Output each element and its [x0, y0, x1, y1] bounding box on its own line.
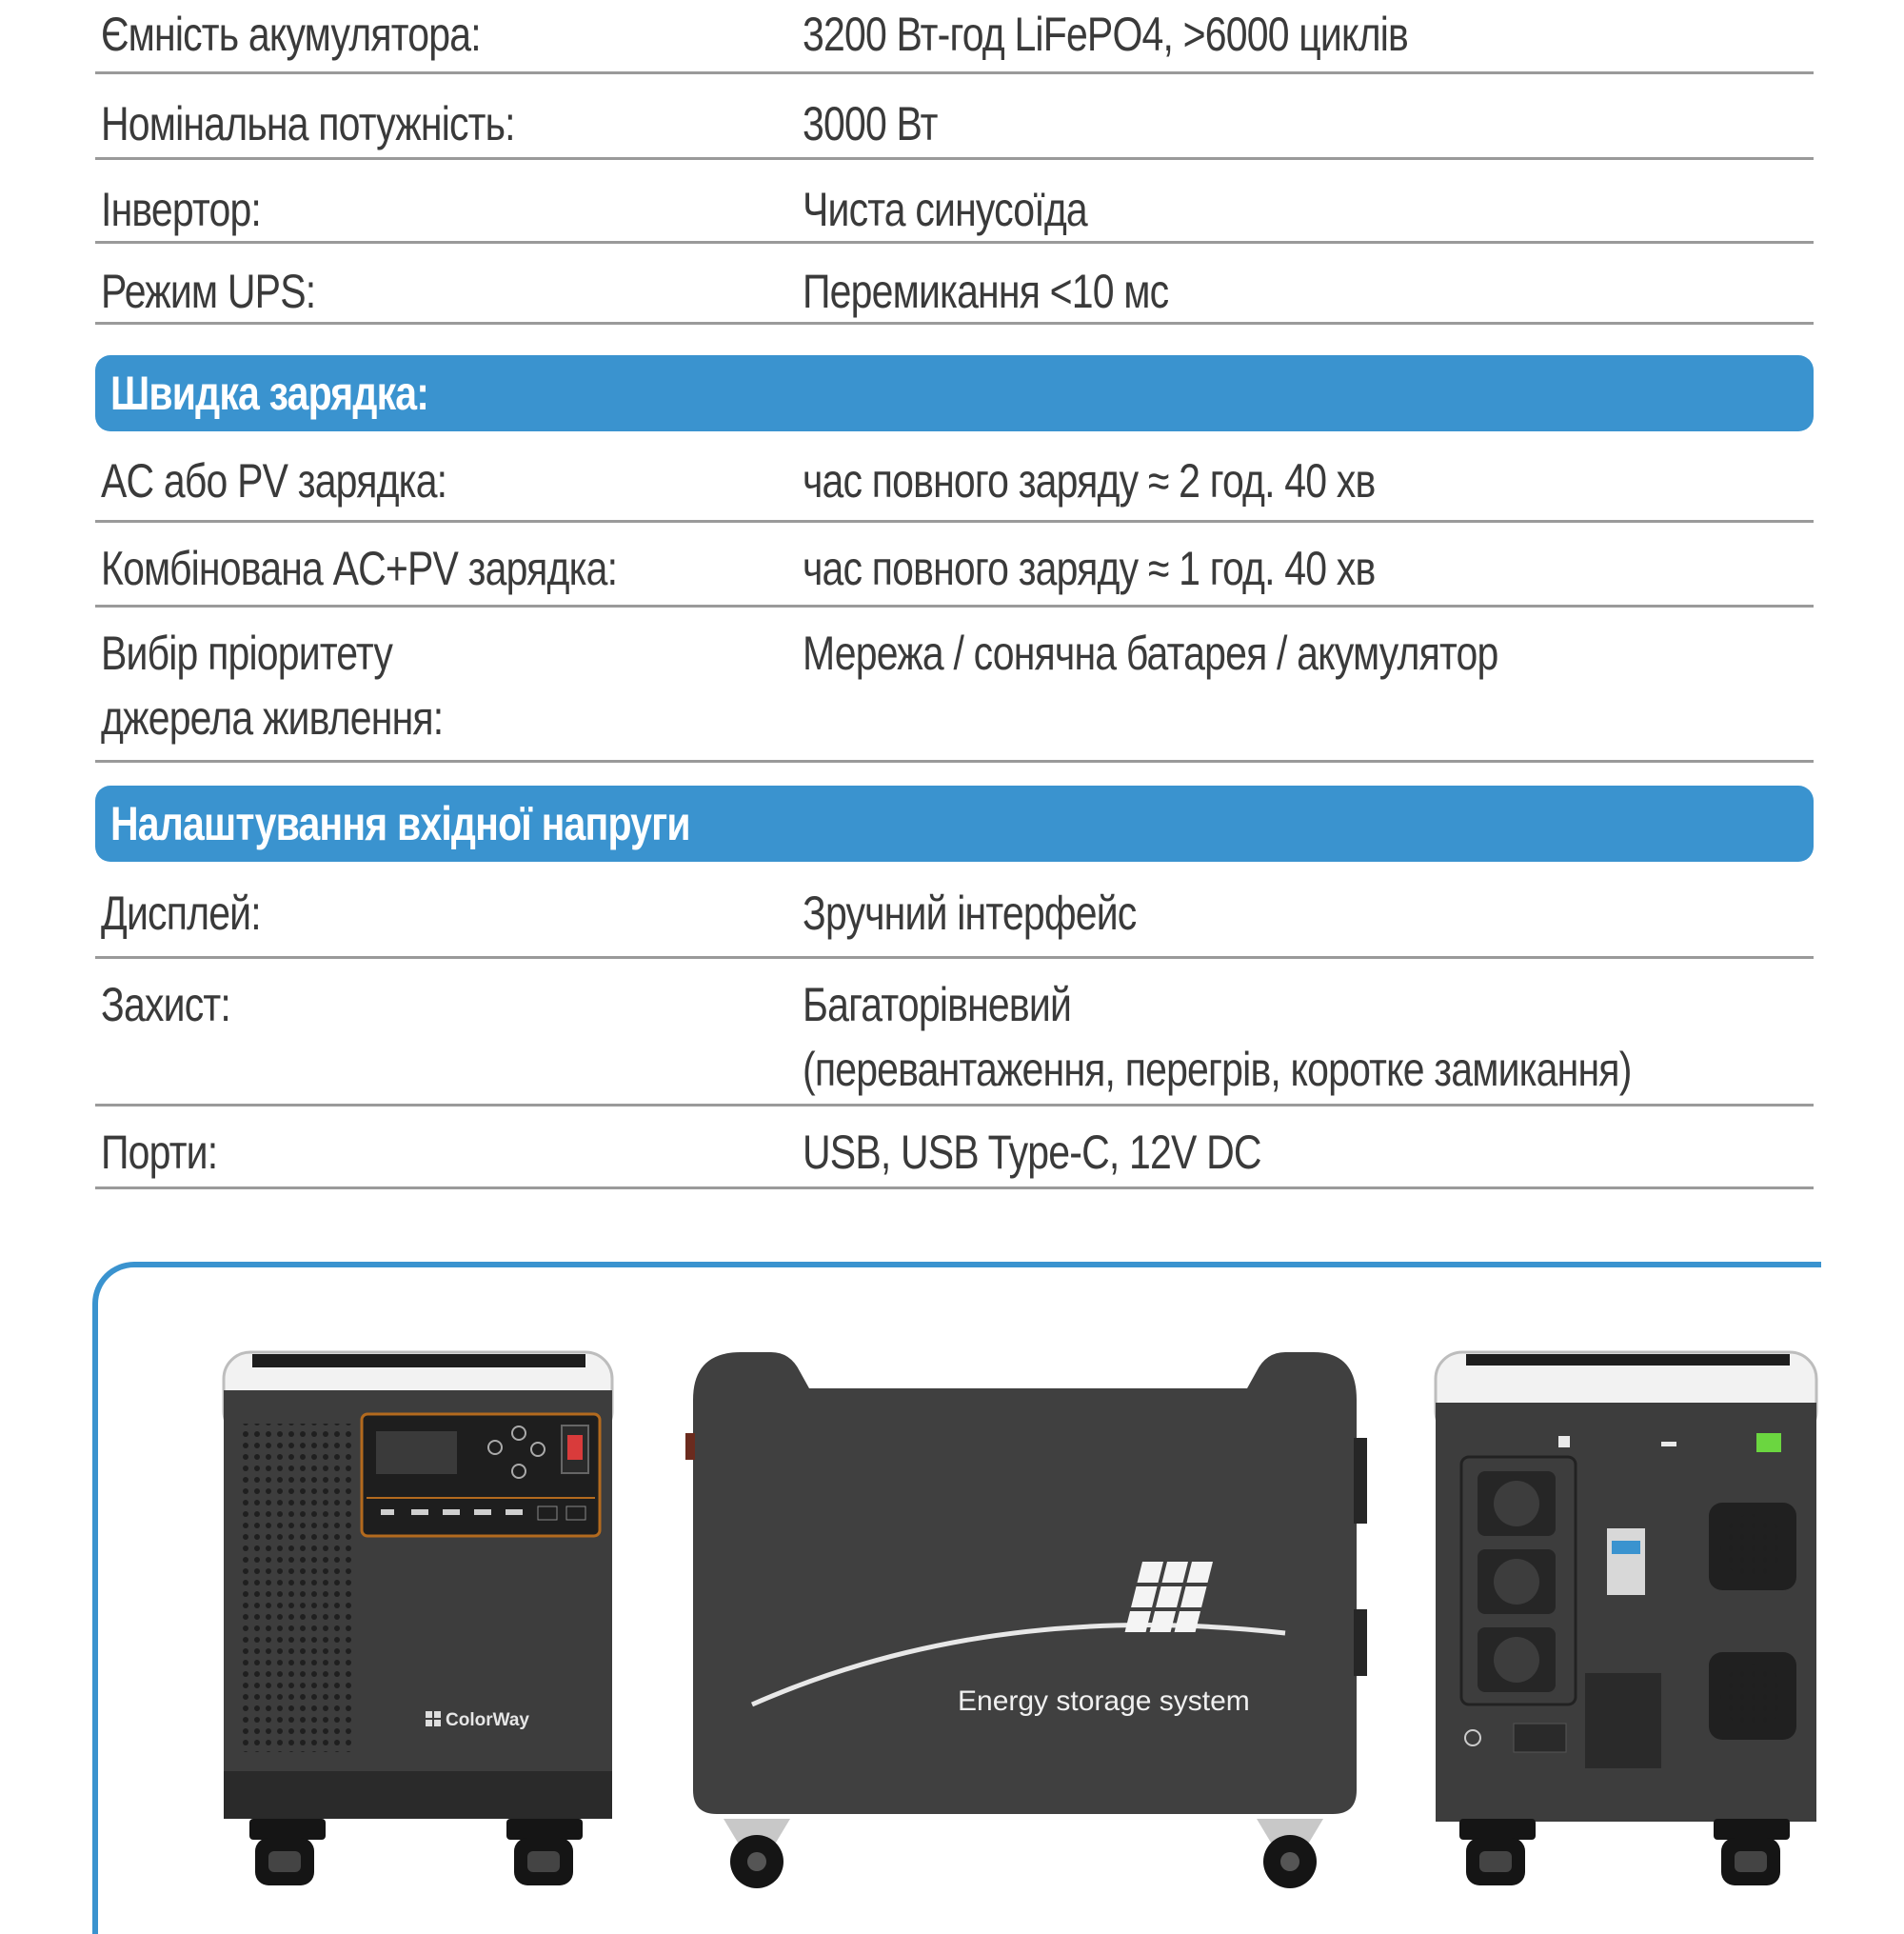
spec-value: Чиста синусоїда — [803, 183, 1087, 236]
wheels — [1459, 1819, 1790, 1885]
side-label: Energy storage system — [958, 1685, 1250, 1717]
spec-key: Режим UPS: — [101, 265, 316, 318]
spec-key: Порти: — [101, 1126, 218, 1179]
spec-value-line1: Багаторівневий — [803, 978, 1072, 1031]
brand-text: ColorWay — [446, 1710, 529, 1730]
spec-key: AC або PV зарядка: — [101, 454, 447, 508]
spec-key: Дисплей: — [101, 887, 261, 940]
spec-key: Ємність акумулятора: — [101, 8, 481, 61]
spec-key-line2: джерела живлення: — [101, 691, 444, 745]
section-title: Налаштування вхідної напруги — [110, 797, 690, 850]
input-port — [1585, 1673, 1661, 1768]
spec-key-line1: Вибір пріоритету — [101, 627, 393, 680]
spec-value-line2: (перевантаження, перегрів, коротке замикання) — [803, 1043, 1632, 1096]
section-title: Швидка зарядка: — [110, 367, 429, 420]
spec-value: USB, USB Type-C, 12V DC — [803, 1126, 1261, 1179]
spec-value: Зручний інтерфейс — [803, 887, 1137, 940]
wheels — [724, 1819, 1323, 1888]
spec-key: Комбінована AC+PV зарядка: — [101, 542, 618, 595]
power-switch — [567, 1435, 583, 1460]
wheels — [249, 1819, 583, 1885]
lcd-display — [376, 1431, 457, 1474]
vent-grille — [243, 1424, 352, 1752]
spec-key: Інвертор: — [101, 183, 261, 236]
spec-key: Номінальна потужність: — [101, 97, 515, 150]
spec-value: час повного заряду ≈ 1 год. 40 хв — [803, 542, 1376, 595]
circuit-breaker — [1607, 1528, 1645, 1595]
device-front-view — [224, 1352, 612, 1885]
device-rear-view — [1436, 1352, 1816, 1885]
terminal-block — [1756, 1433, 1781, 1452]
spec-value: час повного заряду ≈ 2 год. 40 хв — [803, 454, 1376, 508]
spec-value: 3200 Вт-год LiFePO4, >6000 циклів — [803, 8, 1408, 61]
spec-value: 3000 Вт — [803, 97, 938, 150]
device-side-view — [685, 1352, 1367, 1888]
spec-value: Перемикання <10 мс — [803, 265, 1169, 318]
spec-key: Захист: — [101, 978, 230, 1031]
spec-value: Мережа / сонячна батарея / акумулятор — [803, 627, 1498, 680]
